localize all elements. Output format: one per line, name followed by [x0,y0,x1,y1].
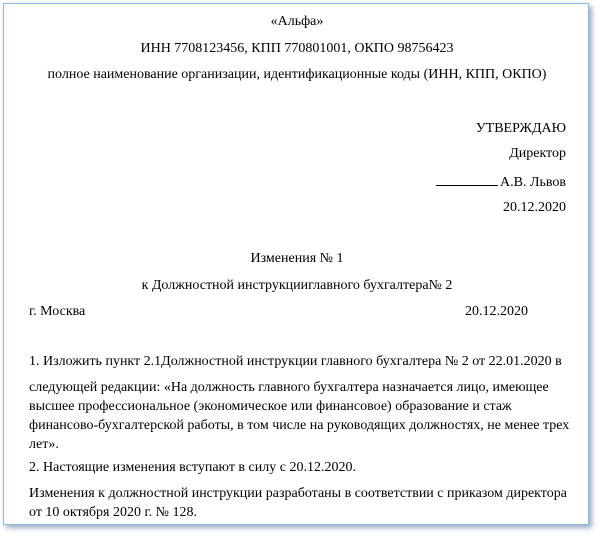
approval-position: Директор [509,146,566,161]
org-caption: полное наименование организации, идентификационные коды (ИНН, КПП, ОКПО) [47,67,547,82]
approval-signature [436,173,566,191]
item-1-line: лет». [29,437,59,452]
item-1 [29,352,569,371]
item-1-line: 1. Изложить пункт 2.1Должностной инструкции главного бухгалтера № 2 от 22.01.2020 в [29,354,562,369]
approval-date: 20.12.2020 [503,200,566,215]
document-city: г. Москва [29,304,86,319]
closing-note [29,484,569,522]
item-2: 2. Настоящие изменения вступают в силу с 20.12.2020. [29,460,356,475]
org-name: «Альфа» [270,14,324,29]
document-subtitle: к Должностной инструкцииглавного бухгалтера№ 2 [141,278,453,293]
closing-line: от 10 октября 2020 г. № 128. [29,505,198,520]
item-1-continued [29,378,569,454]
approval-title: УТВЕРЖДАЮ [475,121,566,136]
item-1-line: высшее профессиональное (экономическое или финансовое) образование и стаж [29,399,512,414]
document-title: Изменения № 1 [250,251,344,266]
org-codes: ИНН 7708123456, КПП 770801001, ОКПО 98756423 [140,41,454,56]
item-1-line: следующей редакции: «На должность главного бухгалтера назначается лицо, имеющее [29,380,549,395]
closing-line: Изменения к должностной инструкции разработаны в соответствии с приказом директора [29,486,567,501]
document-date: 20.12.2020 [465,304,528,319]
approval-signer: А.В. Львов [500,175,566,190]
signature-line [436,173,498,186]
item-1-line: финансово-бухгалтерской работы, в том числе на руководящих должностях, не менее трех [29,418,570,433]
